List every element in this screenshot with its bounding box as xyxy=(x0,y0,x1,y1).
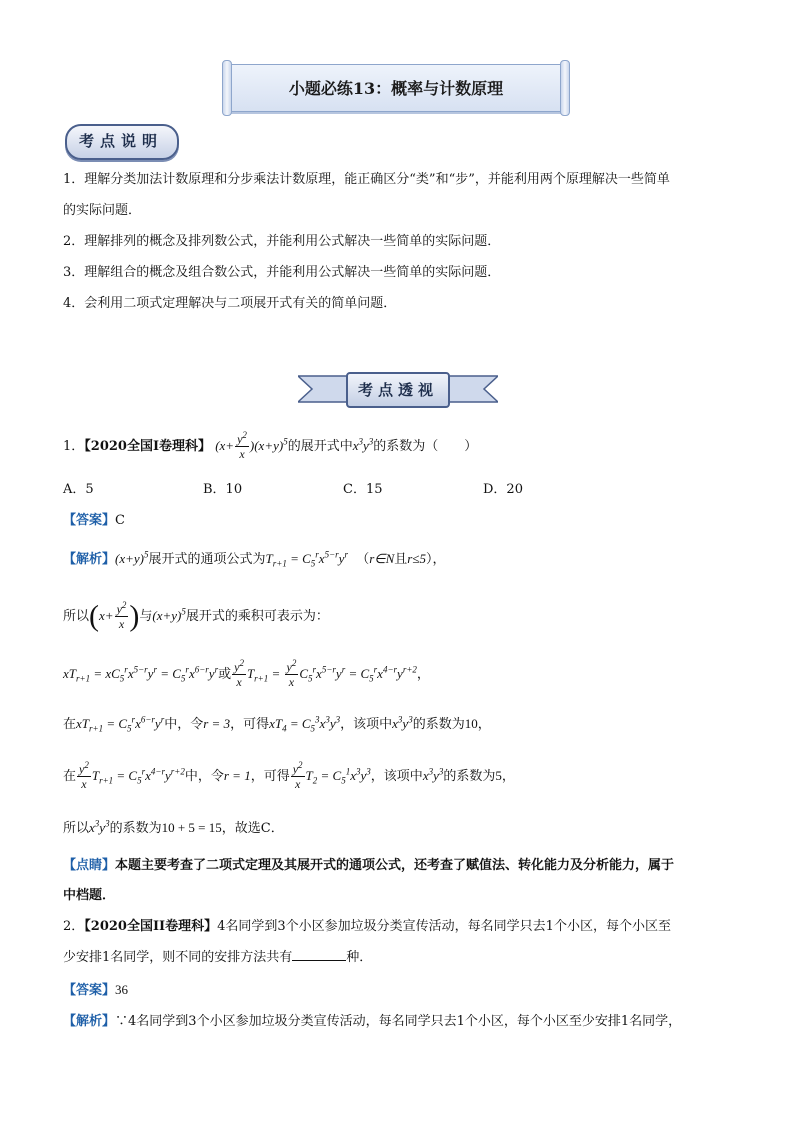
option-a: A．5 xyxy=(63,482,94,497)
fraction-y2-over-x-2: $\frac{y^2}{x}$ xyxy=(116,600,127,631)
because-icon: ∵ xyxy=(115,1014,129,1029)
goal-item-1: 1．理解分类加法计数原理和分步乘法计数原理，能正确区分“类”和“步”，并能利用两个原理解决一些简单 xyxy=(63,172,670,187)
section-badge-explanation xyxy=(65,124,177,158)
section-label-perspective: 考点透视 xyxy=(357,381,438,399)
section-label-explanation: 考点说明 xyxy=(78,132,163,150)
question-2-line-1: 2．【2020全国II卷理科】4名同学到3个小区参加垃圾分类宣传活动，每名同学只去1个小区，每个小区至 xyxy=(63,919,671,934)
analysis-2-line-1: 【解析】∵4名同学到3个小区参加垃圾分类宣传活动，每名同学只去1个小区，每个小区至少安排1名同学， xyxy=(63,1014,682,1029)
goal-item-1-cont: 的实际问题． xyxy=(63,203,142,218)
analysis-1-line-6: 所以$x^3y^3$的系数为10 + 5 = 15，故选C． xyxy=(63,818,284,836)
fraction-y2-over-x-3: $\frac{y^2}{x}$ xyxy=(234,658,244,689)
fraction-y2-over-x-5: $\frac{y^2}{x}$ xyxy=(79,760,89,791)
analysis-1-line-5: 在 $\frac{y^2}{x}$ $T_{r+1} = C_5^rx^{4-r}y^{r+2}$中，令r = 1，可得 $\frac{y^2}{x}$ $T_2 = C_5^1x^3y^3$，该项中$x^3y^3$的系数为5， xyxy=(63,760,515,791)
question-2-line-2: 少安排1名同学，则不同的安排方法共有 种． xyxy=(63,950,373,965)
analysis-1-line-3: $xT_{r+1} = xC_5^rx^{5-r}y^r = C_5^rx^{6-r}y^r$或 $\frac{y^2}{x}$ $T_{r+1}$ = $\frac{y^2}{x}$ $C_5^rx^{5-r}y^r = C_5^rx^{4-r}y^{r+2}$， xyxy=(63,658,430,689)
analysis-1-line-2: 所以(x+ $\frac{y^2}{x}$ )与$(x+y)^5$展开式的乘积可表示为： xyxy=(63,599,329,633)
fraction-y2-over-x: $\frac{y^2}{x}$ xyxy=(237,430,247,461)
goal-item-3: 3．理解组合的概念及组合数公式，并能利用公式解决一些简单的实际问题． xyxy=(63,265,501,280)
analysis-1-line-4: 在$xT_{r+1} = C_5^rx^{6-r}y^r$中，令r = 3，可得$xT_4 = C_5^3x^3y^3$，该项中$x^3y^3$的系数为10， xyxy=(63,714,491,734)
page-title: 小题必练13：概率与计数原理 xyxy=(288,79,504,98)
fraction-y2-over-x-4: $\frac{y^2}{x}$ xyxy=(286,658,297,689)
option-d: D．20 xyxy=(483,482,523,497)
answer-2: 【答案】36 xyxy=(63,982,129,998)
option-b: B．10 xyxy=(203,482,243,497)
comment-1-line-2: 中档题． xyxy=(63,888,116,903)
answer-blank xyxy=(292,948,346,961)
analysis-1-line-1: 【解析】$(x+y)^5$展开式的通项公式为$T_{r+1} = C_5^rx^{5-r}y^r$ （r∈N且r≤5）， xyxy=(63,549,446,569)
goal-item-4: 4．会利用二项式定理解决与二项展开式有关的简单问题． xyxy=(63,296,397,311)
question-1-stem: 1．【2020全国I卷理科】 (x+ $\frac{y^2}{x}$ )$(x+y)^5$的展开式中$x^3y^3$的系数为（ ） xyxy=(63,430,478,461)
answer-1: 【答案】C xyxy=(63,513,125,528)
comment-1-line-1: 【点睛】本题主要考查了二项式定理及其展开式的通项公式，还考查了赋值法、转化能力及分析能力，属于 xyxy=(63,858,675,873)
title-banner xyxy=(222,58,570,118)
option-c: C．15 xyxy=(343,482,383,497)
goal-item-2: 2．理解排列的概念及排列数公式，并能利用公式解决一些简单的实际问题． xyxy=(63,234,501,249)
fraction-y2-over-x-6: $\frac{y^2}{x}$ xyxy=(292,760,303,791)
section-ribbon-perspective xyxy=(298,370,498,410)
